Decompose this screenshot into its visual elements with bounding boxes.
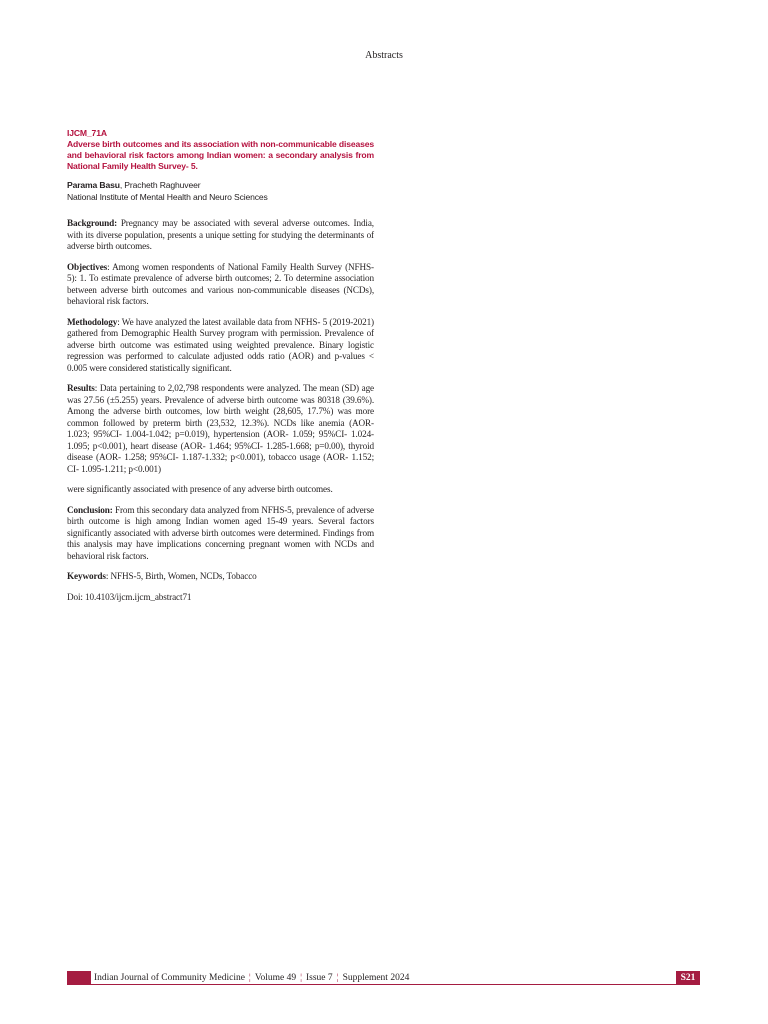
- abstract-id: IJCM_71A: [67, 128, 107, 138]
- journal-volume: Volume 49: [254, 973, 297, 983]
- objectives-section: [67, 262, 374, 308]
- author-line: [67, 180, 374, 192]
- keywords-text: : NFHS-5, Birth, Women, NCDs, Tobacco: [105, 571, 257, 581]
- objectives-text: : Among women respondents of National Family Health Survey (NFHS-5): 1. To estimate prevalence of adverse birth outcomes; 2. To determine association between adverse birth outcomes and various non-communicable diseases (NCDs), behavioral risk factors.: [67, 261, 374, 306]
- journal-supplement: Supplement 2024: [342, 973, 410, 983]
- methodology-section: [67, 317, 374, 375]
- conclusion-label: Conclusion:: [67, 504, 113, 515]
- methodology-text: : We have analyzed the latest available data from NFHS- 5 (2019-2021) gathered from Demographic Health Survey program with permission. Prevalence of adverse birth outcome was estimated using weighted prevalence. Binary logistic regression was performed to calculate adjusted odds ratio (AOR) and p-values < 0.005 were considered statistically significant.: [67, 316, 374, 373]
- footer-journal-info: [94, 972, 409, 984]
- keywords-label: Keywords: [67, 571, 106, 581]
- methodology-label: Methodology: [67, 316, 118, 327]
- author-block: [67, 180, 374, 203]
- abstract-column: [67, 128, 374, 603]
- keywords-section: [67, 571, 374, 583]
- coauthors: , Pracheth Raghuveer: [119, 180, 201, 190]
- journal-name: Indian Journal of Community Medicine: [94, 973, 245, 983]
- background-text: Pregnancy may be associated with several adverse outcomes. India, with its diverse population, presents a unique setting for studying the determinants of adverse birth outcomes.: [67, 218, 374, 251]
- results-text: : Data pertaining to 2,02,798 respondents were analyzed. The mean (SD) age was 27.56 (±5.255) years. Prevalence of adverse birth outcome was 80318 (39.6%). Among the adverse birth outcomes, low birth weight (28,605, 17.7%) was more common followed by preterm birth (23,532, 12.3%). NCDs like anemia (AOR- 1.023; 95%CI- 1.004-1.042; p=0.019), hypertension (AOR- 1.059; 95%CI- 1.024-1.095; p<0.001), heart disease (AOR- 1.464; 95%CI- 1.285-1.668; p=0.00), thyroid disease (AOR- 1.258; 95%CI- 1.187-1.332; p<0.001), tobacco usage (AOR- 1.152; CI- 1.095-1.211; p<0.001): [67, 383, 374, 474]
- page-number-badge: S21: [676, 971, 700, 985]
- conclusion-text: From this secondary data analyzed from NFHS-5, prevalence of adverse birth outcome is high among Indian women aged 15-49 years. Several factors significantly associated with adverse birth outcomes were determined. Findings from this analysis may have implications concerning pregnant women with NCDs and behavioral risk factors.: [67, 504, 374, 561]
- abstract-title: Adverse birth outcomes and its association with non-communicable diseases and behavioral risk factors among Indian women: a secondary analysis from National Family Health Survey- 5.: [67, 139, 374, 171]
- journal-issue: Issue 7: [306, 973, 333, 983]
- background-label: Background:: [67, 218, 118, 228]
- page-footer: [67, 971, 700, 985]
- running-head: Abstracts: [365, 50, 403, 61]
- background-section: [67, 218, 374, 253]
- presenting-author: Parama Basu: [67, 180, 120, 190]
- footer-separator: ¦: [300, 973, 302, 983]
- footer-separator: ¦: [248, 973, 251, 983]
- results-section: [67, 383, 374, 475]
- objectives-label: Objectives: [67, 261, 108, 272]
- doi-line: Doi: 10.4103/ijcm.ijcm_abstract71: [67, 591, 192, 602]
- results-label: Results: [67, 383, 95, 393]
- footer-separator: ¦: [336, 973, 339, 983]
- footer-bar-left: [67, 971, 91, 985]
- results-continued: were significantly associated with presence of any adverse birth outcomes.: [67, 484, 333, 494]
- affiliation: National Institute of Mental Health and Neuro Sciences: [67, 191, 268, 202]
- conclusion-section: [67, 505, 374, 563]
- footer-rule: [91, 984, 676, 985]
